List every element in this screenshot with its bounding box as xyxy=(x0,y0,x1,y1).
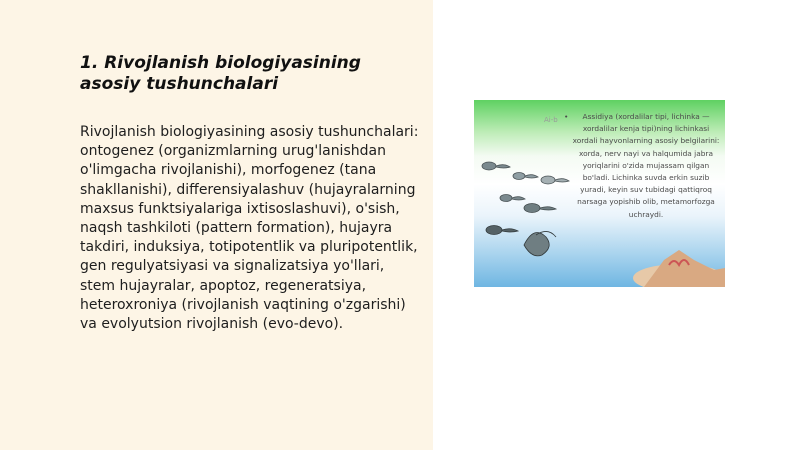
larva-drawing xyxy=(486,226,518,235)
slide-body-text: Rivojlanish biologiyasining asosiy tushunchalari: ontogenez (organizmlarning urug'lanishdan o'limgacha rivojlanishi), morfogenez (tana shakllanishi), differensiyalashuv (hujayralarning maxsus funktsiyalariga ixtisoslashuvi), o'sish, naqsh tashkiloti (pattern formation), hujayra takdiri, induksiya, totipotentlik va pluripotentlik, gen regulyatsiyasi va signalizatsiya yo'llari, stem hujayralar, apoptoz, regeneratsiya, heteroxroniya (rivojlanish vaqtining o'zgarishi) va evolyutsion rivojlanish (evo-devo). xyxy=(80,124,419,333)
figure-watermark: Ai-b xyxy=(544,116,558,124)
slide-heading: 1. Rivojlanish biologiyasining asosiy tushunchalari xyxy=(80,53,361,94)
larva-drawing xyxy=(500,195,525,202)
larva-drawing xyxy=(524,204,556,213)
metamorphosis-drawing xyxy=(524,231,556,255)
caption-text: Assidiya (xordalilar tipi, lichinka — xordalilar kenja tipi)ning lichinkasi xordali hayvonlarning asosiy belgilarini: xorda, nerv nayi va halqumida jabra yoriqlarini o'zida mujassam qilgan bo'ladi. Lichinka suvda erkin suzib yuradi, keyin suv tubidagi qattiqroq narsaga yopishib olib, metamorfozga uchraydi. xyxy=(572,112,720,219)
larva-drawing xyxy=(482,162,510,170)
figure-caption xyxy=(564,111,720,221)
larva-drawing xyxy=(513,173,538,180)
caption-bullet: • xyxy=(564,112,569,121)
ascidian-larva-figure xyxy=(474,100,725,287)
larva-drawing xyxy=(541,176,569,184)
